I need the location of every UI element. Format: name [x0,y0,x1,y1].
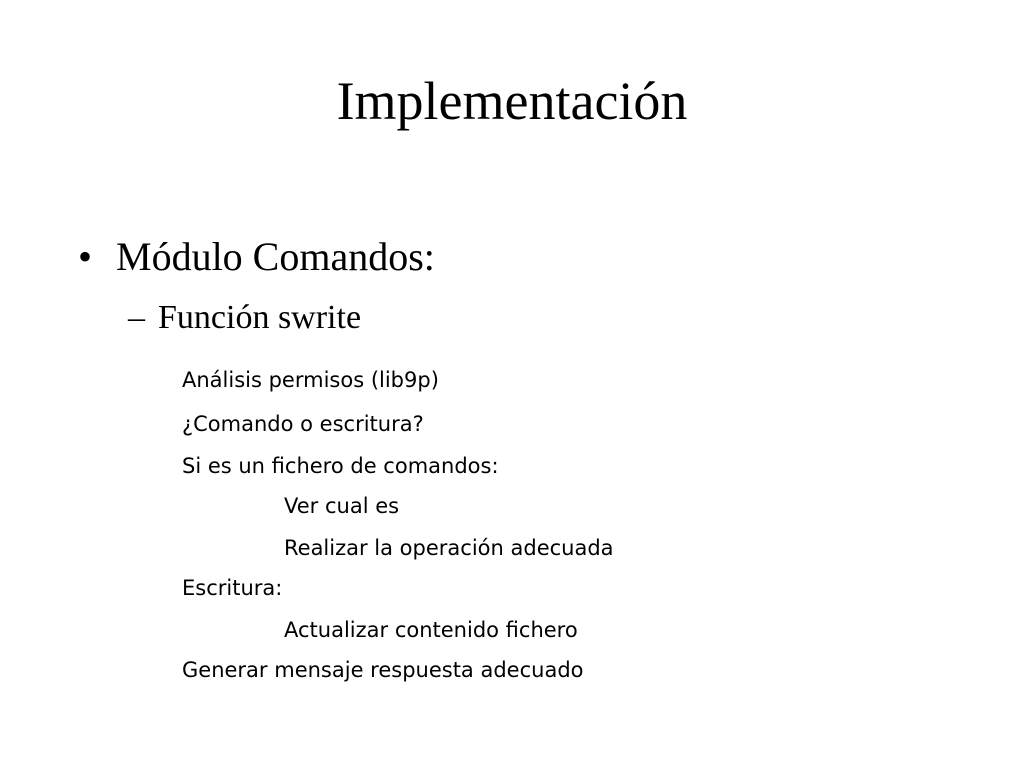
bullet-text: Módulo Comandos: [116,234,435,279]
bullet-item [78,232,435,282]
bullet-marker: • [78,234,93,279]
body-line-update-file: Actualizar contenido fichero [284,618,578,642]
slide-title: Implementación [336,71,688,131]
body-line-command-or-write: ¿Comando o escritura? [182,412,424,436]
subbullet-marker: – [128,299,145,336]
body-line-write: Escritura: [182,576,283,600]
body-line-command-file: Si es un fichero de comandos: [182,454,499,478]
body-line-which-one: Ver cual es [284,494,400,518]
body-line-generate-reply: Generar mensaje respuesta adecuado [182,658,584,682]
subbullet-item [128,296,361,340]
body-line-permissions: Análisis permisos (lib9p) [182,368,439,392]
subbullet-text: Función swrite [158,299,362,336]
body-line-do-operation: Realizar la operación adecuada [284,536,614,560]
